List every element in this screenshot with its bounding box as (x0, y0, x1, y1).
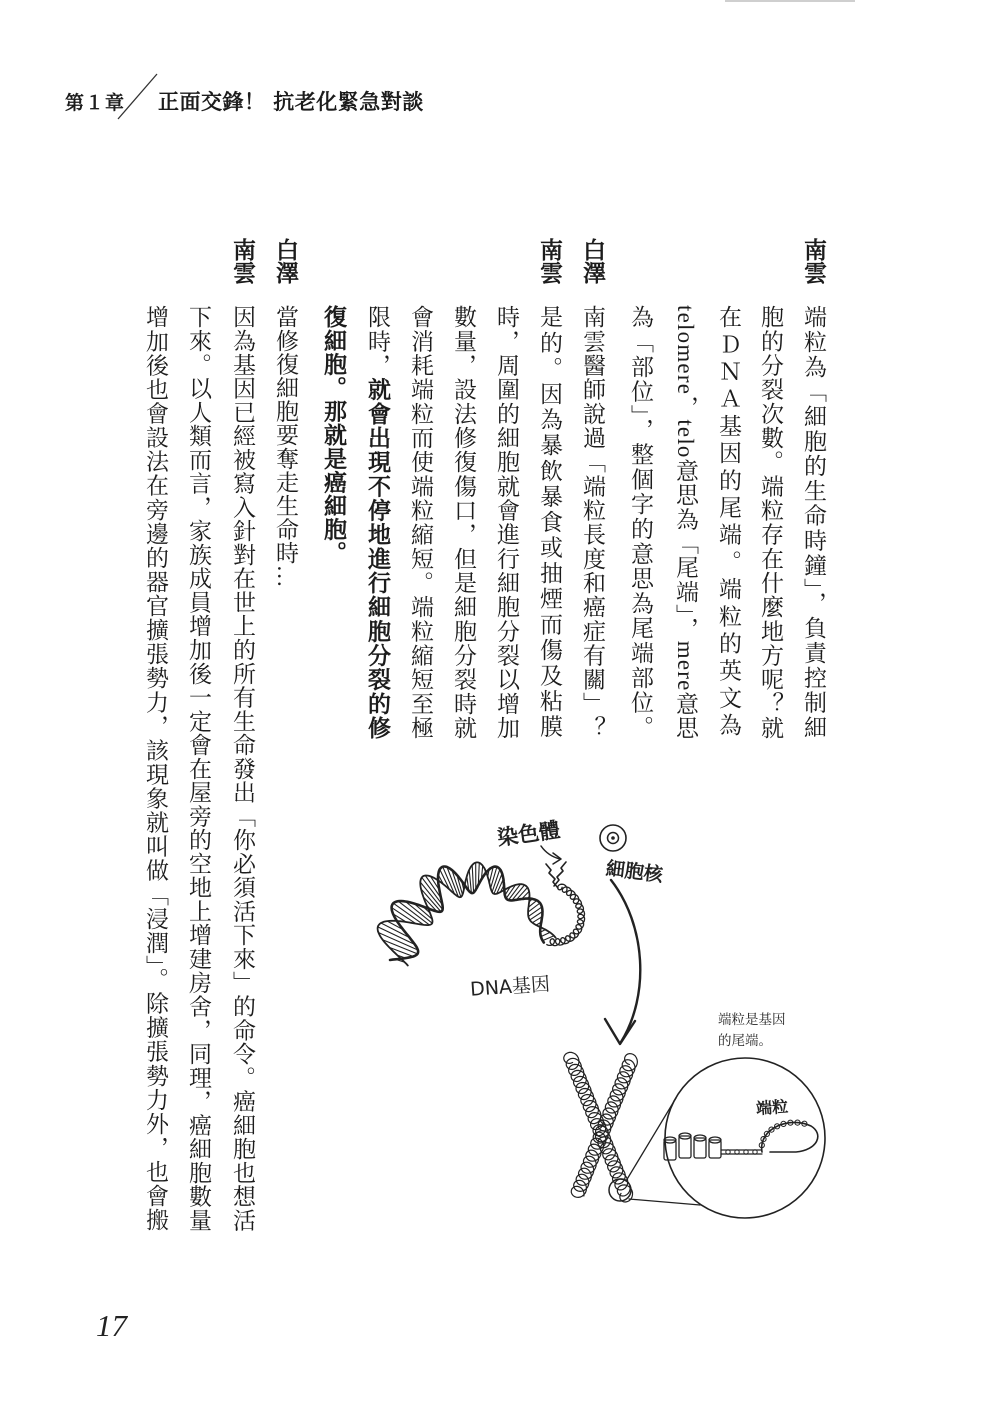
line-text: 時，周圍的細胞就會進行細胞分裂以增加 (494, 305, 519, 740)
dialogue-line (408, 305, 432, 740)
speaker-label: 白澤 (579, 238, 605, 284)
dialogue-line (143, 305, 167, 1232)
line-text: 端粒為「細胞的生命時鐘」，負責控制細 (801, 305, 826, 740)
dna-base-pair (528, 907, 542, 917)
speaker-label: 南雲 (536, 238, 562, 284)
dna-base-pair (491, 867, 497, 888)
top-edge-mark (725, 0, 855, 2)
chapter-number: 第１章 (65, 92, 126, 114)
cell-nucleus-dot (611, 836, 615, 840)
figure-caption (718, 1010, 786, 1052)
dna-helix-strand (378, 862, 556, 965)
dialogue-line (494, 305, 518, 740)
line-text: 增加後也會設法在旁邊的器官擴張勢力，該現象就叫做「浸潤」。除擴張勢力外，也會搬 (143, 305, 168, 1232)
emphasis-text: 就會出現不停地進行細胞分裂的修 (364, 377, 390, 740)
dna-strand-end (721, 1150, 762, 1154)
chromosome-label: 染色體 (495, 817, 562, 851)
dialogue-line (365, 305, 389, 740)
dna-base-pair (469, 870, 471, 893)
dialogue-line (673, 305, 697, 740)
line-text: 因為基因已經被寫入針對在世上的所有生命發出「你必須活下來」的命令。癌細胞也想活 (230, 305, 255, 1232)
speaker-label: 南雲 (229, 238, 255, 284)
line-text: 是的。因為暴飲暴食或抽煙而傷及粘膜 (537, 305, 562, 740)
dialogue-line (537, 305, 561, 740)
line-text: 在ＤＮＡ基因的尾端。端粒的英文為 (716, 305, 741, 740)
dialogue-line (628, 305, 652, 740)
line-text: 當修復細胞要奪走生命時… (273, 305, 298, 589)
line-text: 數量，設法修復傷口，但是細胞分裂時就 (451, 305, 476, 740)
zoom-line-bottom (629, 1199, 700, 1205)
dialogue-line (801, 305, 825, 740)
line-text: 限時， (365, 305, 390, 378)
magnify-arrow (611, 880, 640, 1042)
histone-cylinders (664, 1133, 721, 1160)
line-text: 會消耗端粒而使端粒縮短。端粒縮短至極 (408, 305, 433, 740)
dna-label: DNA基因 (469, 973, 551, 1001)
line-text: 為「部位」，整個字的意思為尾端部位。 (628, 305, 653, 740)
line-text: 胞的分裂次數。端粒存在什麼地方呢？就 (758, 305, 783, 740)
line-text: telomere，telo意思為「尾端」，mere意思 (673, 305, 698, 740)
dialogue-line (716, 305, 740, 740)
dialogue-line (758, 305, 782, 740)
line-text: 南雲醫師說過「端粒長度和癌症有關」？ (580, 305, 605, 740)
header-slash-divider (110, 70, 164, 124)
line-text: 下來。以人類而言，家族成員增加後一定會在屋旁的空地上增建房舍，同理，癌細胞數量 (186, 305, 211, 1232)
caption-line: 端粒是基因 (718, 1012, 786, 1028)
dialogue-line (273, 305, 297, 740)
telomere-label: 端粒 (755, 1096, 789, 1119)
dialogue-line (451, 305, 475, 740)
page-number: 17 (96, 1308, 127, 1343)
dialogue-line (580, 305, 604, 740)
dialogue-line (186, 305, 210, 1232)
speaker-label: 白澤 (272, 238, 298, 284)
dna-base-pair (528, 903, 540, 912)
dialogue-line (230, 305, 254, 1232)
dna-base-pair (472, 865, 473, 893)
caption-line: 的尾端。 (718, 1033, 772, 1049)
dna-base-pair (541, 932, 550, 936)
speaker-label: 南雲 (800, 238, 826, 284)
emphasis-text: 復細胞。那就是癌細胞。 (320, 305, 346, 565)
chapter-title: 正面交鋒！ 抗老化緊急對談 (158, 90, 424, 114)
nucleus-label: 細胞核 (604, 857, 664, 887)
dialogue-line (321, 305, 345, 740)
